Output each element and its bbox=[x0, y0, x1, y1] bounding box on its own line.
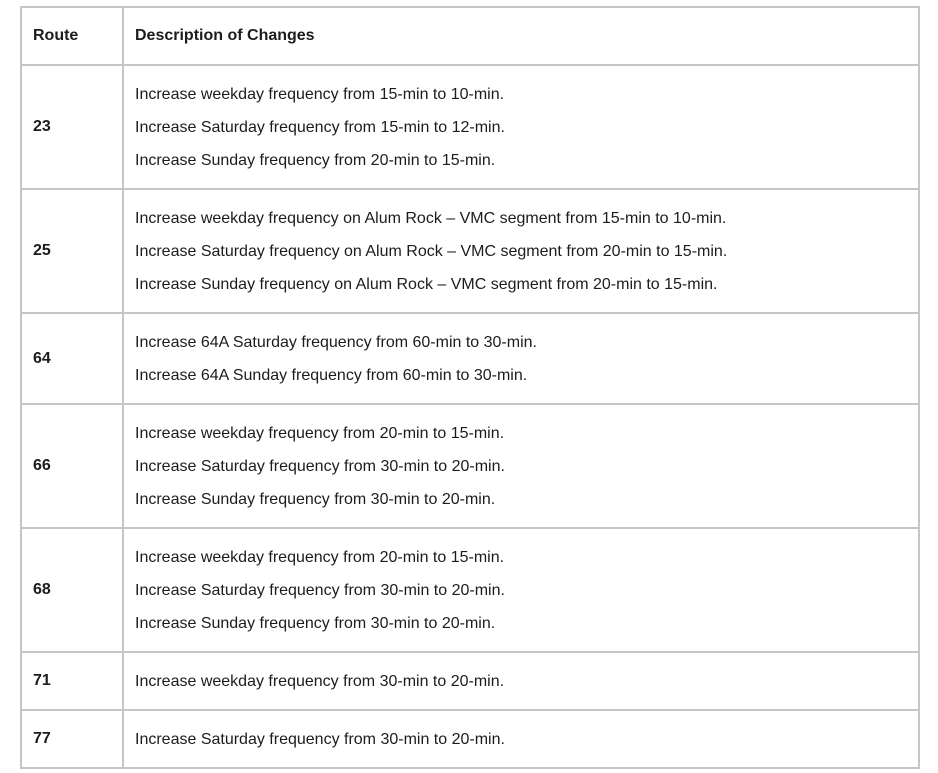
header-route: Route bbox=[21, 7, 123, 65]
route-number: 71 bbox=[21, 652, 123, 710]
table-row bbox=[21, 313, 919, 404]
description-line: Increase weekday frequency from 30-min to 20-min. bbox=[135, 672, 505, 690]
description-line: Increase Sunday frequency from 30-min to 20-min. bbox=[135, 490, 496, 508]
route-number: 25 bbox=[21, 189, 123, 313]
description-line: Increase Sunday frequency from 30-min to 20-min. bbox=[135, 614, 496, 632]
description-line: Increase weekday frequency from 20-min to 15-min. bbox=[135, 548, 505, 566]
description-line: Increase 64A Saturday frequency from 60-min to 30-min. bbox=[135, 333, 537, 351]
route-number: 66 bbox=[21, 404, 123, 528]
table-row bbox=[21, 404, 919, 528]
description-line: Increase 64A Sunday frequency from 60-min to 30-min. bbox=[135, 366, 528, 384]
route-number: 77 bbox=[21, 710, 123, 768]
table-row bbox=[21, 710, 919, 768]
description-line: Increase Saturday frequency on Alum Rock – VMC segment from 20-min to 15-min. bbox=[135, 242, 728, 260]
header-description: Description of Changes bbox=[123, 7, 919, 65]
description-line: Increase Saturday frequency from 30-min to 20-min. bbox=[135, 581, 505, 599]
route-number: 23 bbox=[21, 65, 123, 189]
description-cell bbox=[123, 404, 919, 528]
description-cell bbox=[123, 652, 919, 710]
description-line: Increase weekday frequency from 20-min to 15-min. bbox=[135, 424, 505, 442]
description-cell bbox=[123, 528, 919, 652]
route-number: 68 bbox=[21, 528, 123, 652]
route-number: 64 bbox=[21, 313, 123, 404]
description-cell bbox=[123, 65, 919, 189]
table-header-row bbox=[21, 7, 919, 65]
description-cell bbox=[123, 710, 919, 768]
description-cell bbox=[123, 189, 919, 313]
table-row bbox=[21, 528, 919, 652]
route-changes-table bbox=[20, 6, 920, 769]
description-line: Increase weekday frequency from 15-min to 10-min. bbox=[135, 85, 505, 103]
description-line: Increase Saturday frequency from 15-min to 12-min. bbox=[135, 118, 505, 136]
description-line: Increase weekday frequency on Alum Rock – VMC segment from 15-min to 10-min. bbox=[135, 209, 727, 227]
description-cell bbox=[123, 313, 919, 404]
description-line: Increase Sunday frequency from 20-min to 15-min. bbox=[135, 151, 496, 169]
table-row bbox=[21, 189, 919, 313]
description-line: Increase Saturday frequency from 30-min to 20-min. bbox=[135, 457, 505, 475]
table-row bbox=[21, 65, 919, 189]
description-line: Increase Saturday frequency from 30-min to 20-min. bbox=[135, 730, 505, 748]
description-line: Increase Sunday frequency on Alum Rock – VMC segment from 20-min to 15-min. bbox=[135, 275, 718, 293]
table-row bbox=[21, 652, 919, 710]
